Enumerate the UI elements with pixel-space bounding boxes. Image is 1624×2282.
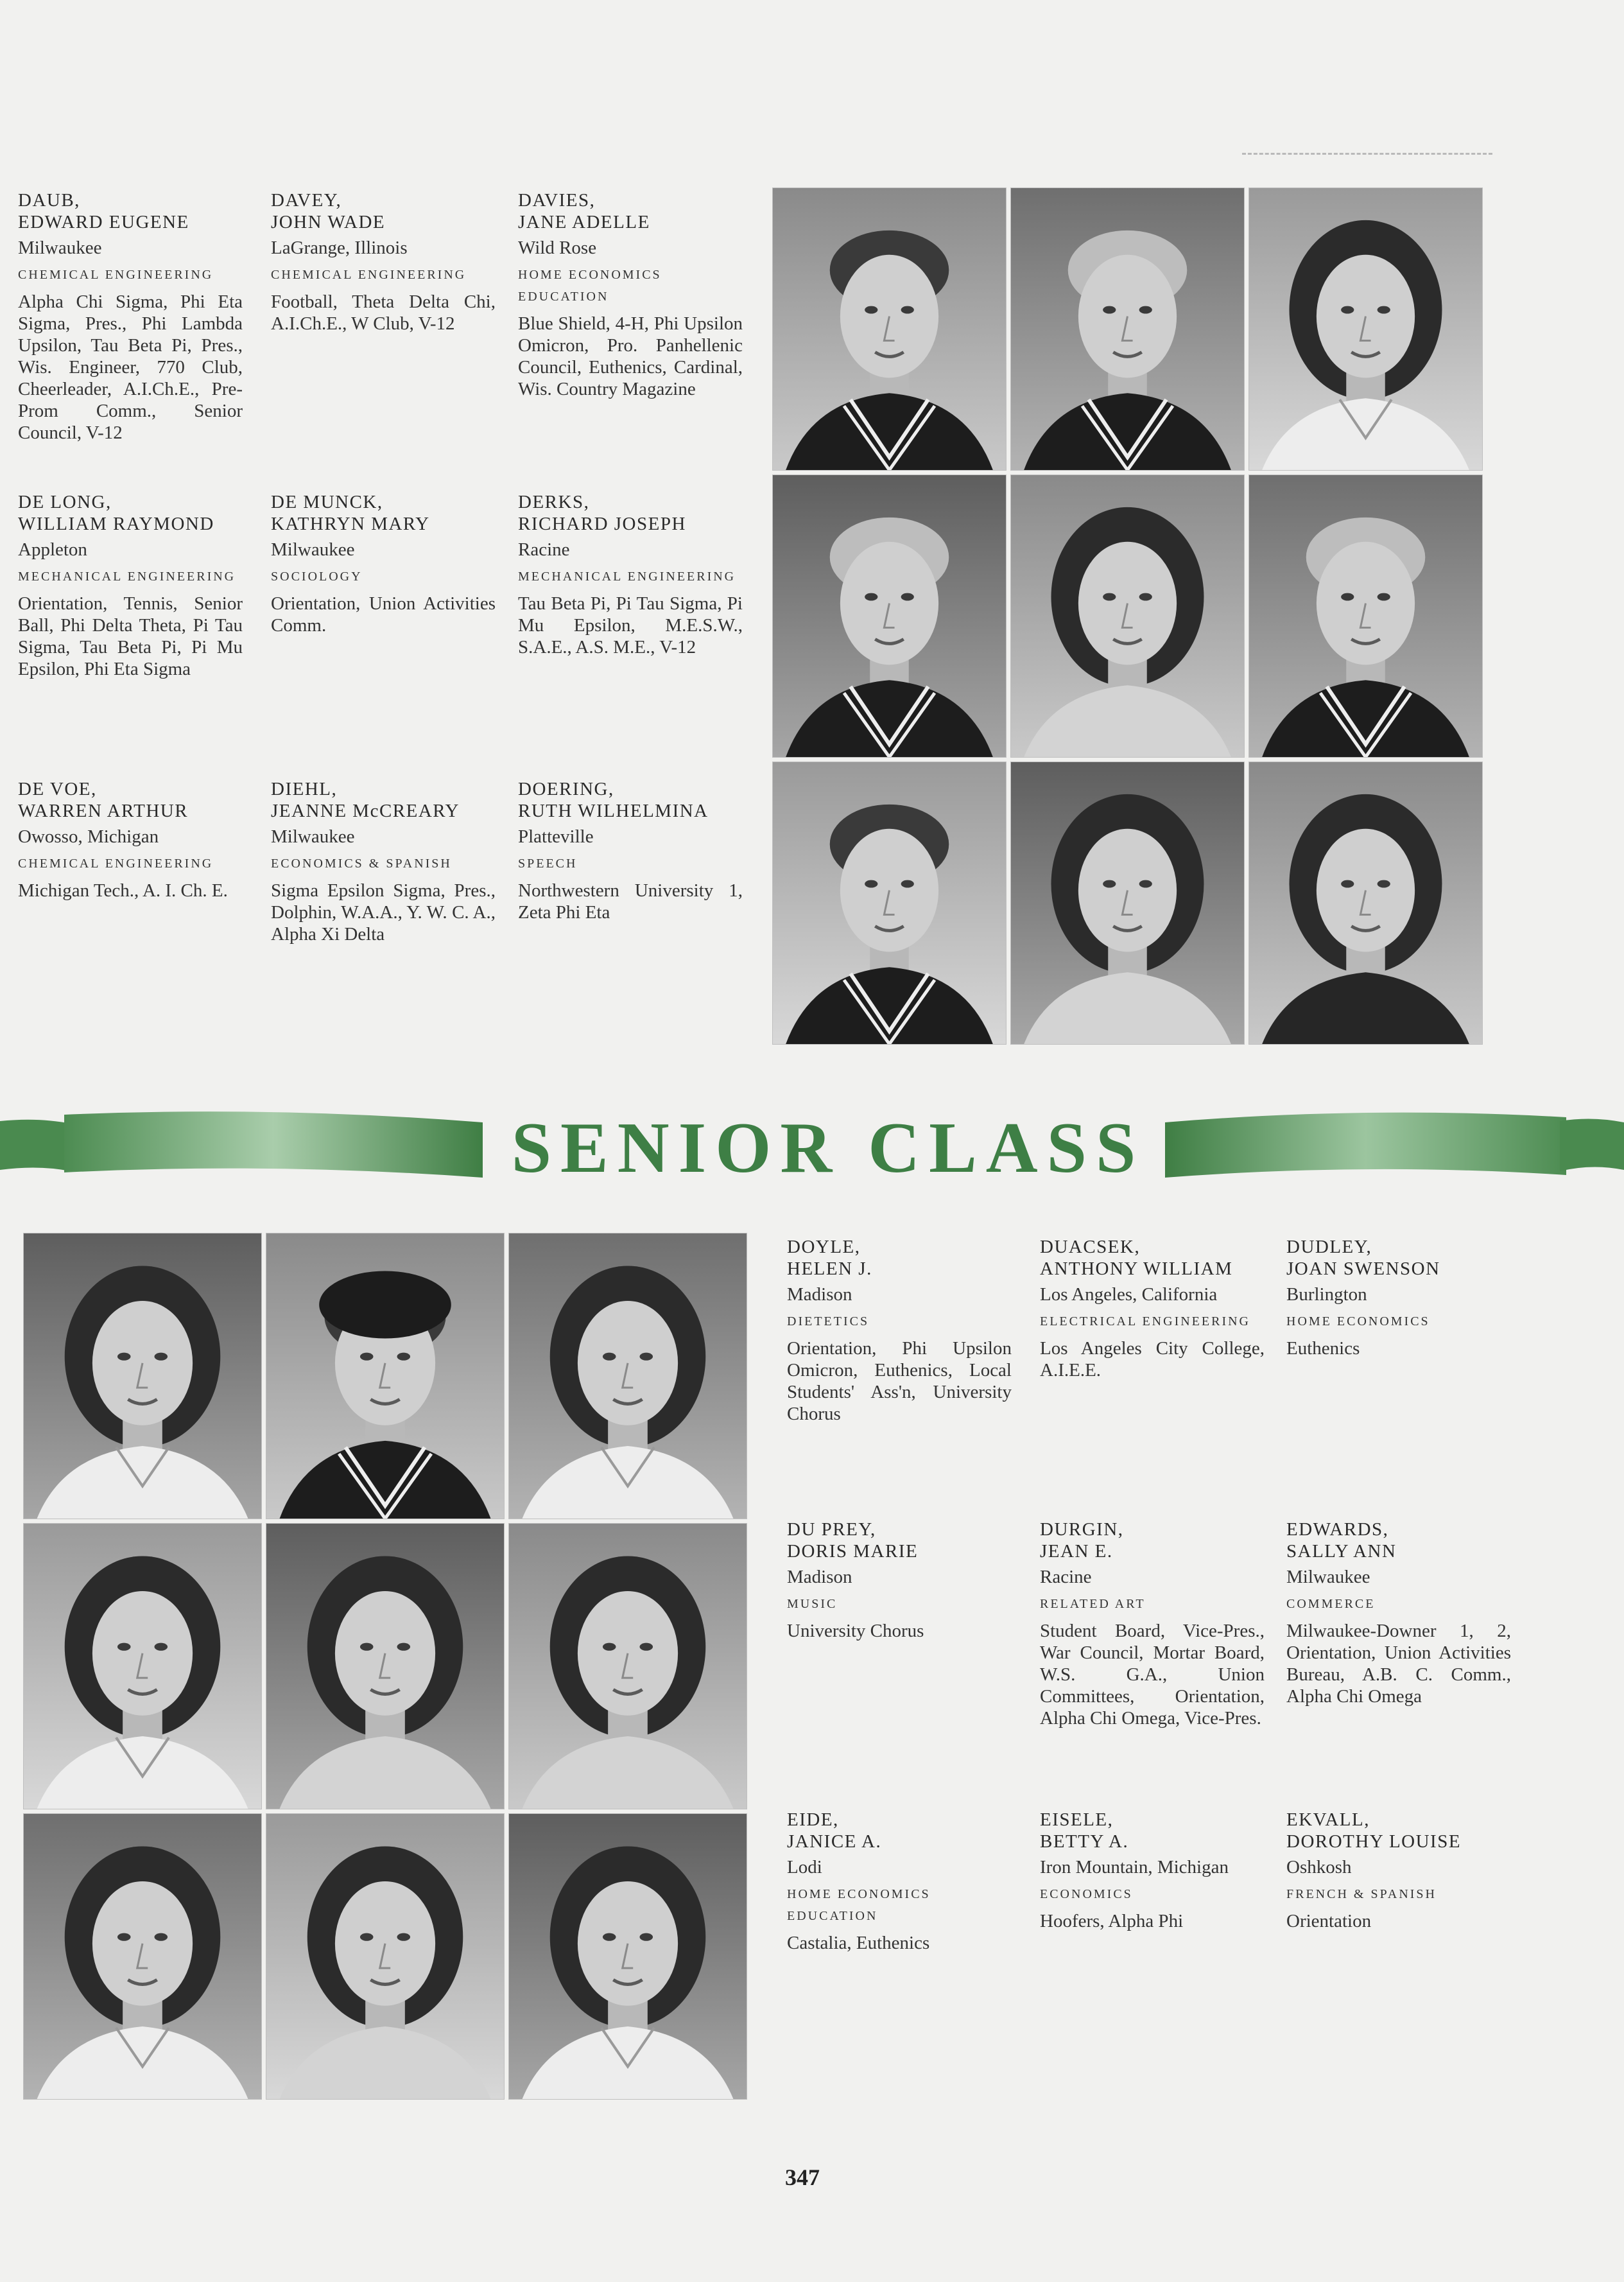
student-activities: Blue Shield, 4-H, Phi Upsilon Omicron, Pro. Panhellenic Council, Euthenics, Cardinal, Wis. Country Magazine [518,313,743,399]
student-major: DIETETICS [787,1314,870,1328]
student-major: HOME ECONOMICS EDUCATION [787,1887,931,1923]
student-surname: DAVIES, [518,190,596,211]
student-given-names: BETTY A. [1040,1831,1129,1852]
student-given-names: WARREN ARTHUR [18,801,189,821]
student-hometown: Lodi [787,1857,822,1877]
student-activities: Football, Theta Delta Chi, A.I.Ch.E., W Club, V-12 [271,292,496,334]
student-entry [18,491,243,680]
student-hometown: Appleton [18,539,87,560]
student-activities: Hoofers, Alpha Phi [1040,1911,1184,1931]
student-entry [518,189,743,400]
student-surname: EKVALL, [1286,1809,1370,1830]
student-hometown: Racine [1040,1567,1092,1587]
student-entry [1040,1809,1265,1932]
student-given-names: JOHN WADE [271,212,386,232]
student-hometown: Milwaukee [1286,1567,1370,1587]
student-activities: Orientation [1286,1911,1372,1931]
student-major: HOME ECONOMICS [1286,1314,1430,1328]
student-hometown: LaGrange, Illinois [271,238,408,258]
student-activities: Orientation, Phi Upsilon Omicron, Euthenics, Local Students' Ass'n, University Chorus [787,1338,1012,1424]
student-given-names: KATHRYN MARY [271,514,430,534]
student-hometown: Los Angeles, California [1040,1284,1218,1305]
student-major: MECHANICAL ENGINEERING [18,570,236,584]
diehl-portrait [1010,762,1245,1045]
student-surname: DE LONG, [18,492,112,512]
student-entry [271,491,496,636]
student-given-names: DOROTHY LOUISE [1286,1831,1462,1852]
student-activities: Sigma Epsilon Sigma, Pres., Dolphin, W.A.A., Y. W. C. A., Alpha Xi Delta [271,880,496,945]
student-hometown: Racine [518,539,570,560]
student-entry [787,1236,1012,1425]
student-surname: EDWARDS, [1286,1519,1389,1540]
student-given-names: SALLY ANN [1286,1541,1397,1562]
student-hometown: Iron Mountain, Michigan [1040,1857,1229,1877]
student-surname: DOERING, [518,779,614,799]
student-major: ECONOMICS & SPANISH [271,857,452,871]
student-given-names: JANICE A. [787,1831,882,1852]
student-given-names: DORIS MARIE [787,1541,919,1562]
daub-portrait [772,187,1006,471]
davies-portrait [1248,187,1483,471]
student-activities: Orientation, Union Activities Comm. [271,593,496,636]
student-major: ELECTRICAL ENGINEERING [1040,1314,1250,1328]
student-major: COMMERCE [1286,1597,1376,1611]
student-given-names: ANTHONY WILLIAM [1040,1259,1233,1279]
student-surname: DOYLE, [787,1237,861,1257]
student-given-names: HELEN J. [787,1259,872,1279]
student-surname: DAVEY, [271,190,342,211]
student-surname: DAUB, [18,190,80,211]
top-rule-decoration [1242,153,1492,155]
page-number: 347 [785,2164,820,2190]
student-given-names: RUTH WILHELMINA [518,801,709,821]
student-surname: DERKS, [518,492,590,512]
student-surname: DURGIN, [1040,1519,1124,1540]
de-voe-portrait [772,762,1006,1045]
ekvall-portrait [508,1813,747,2100]
student-entry [18,189,243,444]
student-major: FRENCH & SPANISH [1286,1887,1437,1901]
student-hometown: Oshkosh [1286,1857,1352,1877]
student-hometown: Milwaukee [271,539,355,560]
student-surname: DIEHL, [271,779,338,799]
student-entry [18,778,243,901]
durgin-portrait [266,1523,505,1809]
student-surname: DUACSEK, [1040,1237,1141,1257]
student-activities: Los Angeles City College, A.I.E.E. [1040,1338,1265,1381]
student-entry [271,778,496,945]
student-hometown: Milwaukee [18,238,102,258]
student-entry [1286,1519,1511,1707]
student-hometown: Madison [787,1567,852,1587]
student-entry [271,189,496,335]
student-activities: Castalia, Euthenics [787,1933,930,1953]
student-major: ECONOMICS [1040,1887,1133,1901]
student-activities: Alpha Chi Sigma, Phi Eta Sigma, Pres., Phi Lambda Upsilon, Tau Beta Pi, Pres., Wis. Engineer, 770 Club, Cheerleader, A.I.Ch.E., Pre-Prom Comm., Senior Council, V-12 [18,292,243,443]
student-major: SOCIOLOGY [271,570,363,584]
student-activities: University Chorus [787,1621,924,1641]
student-activities: Michigan Tech., A. I. Ch. E. [18,880,228,901]
student-given-names: JEANNE McCREARY [271,801,460,821]
student-activities: Euthenics [1286,1338,1360,1359]
student-surname: EIDE, [787,1809,839,1830]
derks-portrait [1248,475,1483,758]
student-surname: DE MUNCK, [271,492,383,512]
edwards-portrait [508,1523,747,1809]
student-entry [1286,1809,1511,1932]
davey-portrait [1010,187,1245,471]
student-activities: Orientation, Tennis, Senior Ball, Phi Delta Theta, Pi Tau Sigma, Tau Beta Pi, Pi Mu Epsilon, Phi Eta Sigma [18,593,243,679]
student-given-names: EDWARD EUGENE [18,212,189,232]
student-entry [518,778,743,923]
dudley-portrait [508,1233,747,1519]
student-entry [1040,1236,1265,1381]
student-activities: Milwaukee-Downer 1, 2, Orientation, Union Activities Bureau, A.B. C. Comm., Alpha Chi Omega [1286,1621,1511,1707]
student-activities: Tau Beta Pi, Pi Tau Sigma, Pi Mu Epsilon, M.E.S.W., S.A.E., A.S. M.E., V-12 [518,593,743,658]
student-hometown: Milwaukee [271,826,355,847]
student-major: CHEMICAL ENGINEERING [18,857,214,871]
student-hometown: Platteville [518,826,594,847]
senior-class-title: SENIOR CLASS [511,1108,1145,1188]
doyle-portrait [23,1233,262,1519]
student-activities: Student Board, Vice-Pres., War Council, Mortar Board, W.S. G.A., Union Committees, Orientation, Alpha Chi Omega, Vice-Pres. [1040,1621,1265,1729]
student-entry [1040,1519,1265,1729]
student-entry [518,491,743,658]
student-surname: DU PREY, [787,1519,876,1540]
student-hometown: Madison [787,1284,852,1305]
du-prey-portrait [23,1523,262,1809]
student-major: CHEMICAL ENGINEERING [271,268,467,282]
de-munck-portrait [1010,475,1245,758]
student-entry [787,1809,1012,1954]
student-given-names: RICHARD JOSEPH [518,514,686,534]
student-surname: EISELE, [1040,1809,1114,1830]
student-major: SPEECH [518,857,578,871]
student-surname: DE VOE, [18,779,97,799]
student-hometown: Burlington [1286,1284,1367,1305]
student-major: RELATED ART [1040,1597,1146,1611]
student-hometown: Wild Rose [518,238,597,258]
student-given-names: JEAN E. [1040,1541,1113,1562]
duacsek-portrait [266,1233,505,1519]
doering-portrait [1248,762,1483,1045]
student-major: MECHANICAL ENGINEERING [518,570,736,584]
student-given-names: WILLIAM RAYMOND [18,514,214,534]
eide-portrait [23,1813,262,2100]
eisele-portrait [266,1813,505,2100]
student-hometown: Owosso, Michigan [18,826,159,847]
student-major: MUSIC [787,1597,838,1611]
student-activities: Northwestern University 1, Zeta Phi Eta [518,880,743,923]
student-major: CHEMICAL ENGINEERING [18,268,214,282]
student-given-names: JANE ADELLE [518,212,650,232]
student-surname: DUDLEY, [1286,1237,1372,1257]
de-long-portrait [772,475,1006,758]
student-entry [1286,1236,1511,1359]
student-given-names: JOAN SWENSON [1286,1259,1440,1279]
student-major: HOME ECONOMICS EDUCATION [518,268,662,304]
student-entry [787,1519,1012,1642]
